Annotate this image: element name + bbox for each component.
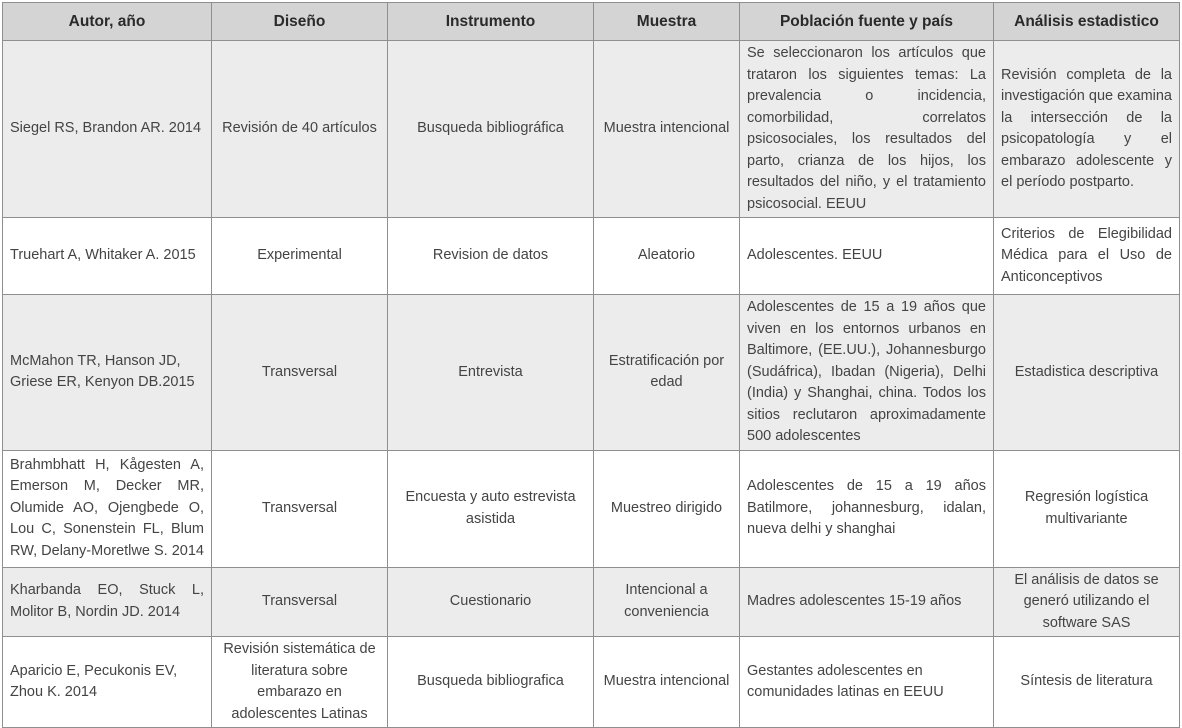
- table-row: [3, 450, 1180, 567]
- cell-design: Transversal: [212, 567, 388, 637]
- cell-design: Transversal: [212, 450, 388, 567]
- table-row: [3, 295, 1180, 451]
- header-row: [3, 3, 1180, 41]
- table-row: [3, 41, 1180, 218]
- cell-population: Gestantes adolescentes en comunidades latinas en EEUU: [740, 637, 994, 728]
- cell-design: Revisión de 40 artículos: [212, 41, 388, 218]
- header-author: Autor, año: [3, 3, 212, 41]
- header-design: Diseño: [212, 3, 388, 41]
- cell-analysis: Regresión logística multivariante: [994, 450, 1180, 567]
- cell-analysis: Síntesis de literatura: [994, 637, 1180, 728]
- cell-sample: Estratificación por edad: [594, 295, 740, 451]
- cell-population: Adolescentes de 15 a 19 años que viven en los entornos urbanos en Baltimore, (EE.UU.), Johannesburgo (Sudáfrica), Ibadan (Nigeria), Delhi (India) y Shanghai, china. Todos los sitios reclutaron aproximadamente 500 adolescentes: [740, 295, 994, 451]
- cell-analysis: El análisis de datos se generó utilizando el software SAS: [994, 567, 1180, 637]
- cell-sample: Muestreo dirigido: [594, 450, 740, 567]
- cell-sample: Muestra intencional: [594, 637, 740, 728]
- cell-sample: Muestra intencional: [594, 41, 740, 218]
- cell-analysis: Criterios de Elegibilidad Médica para el Uso de Anticonceptivos: [994, 218, 1180, 295]
- cell-population: Adolescentes de 15 a 19 años Batilmore, johannesburg, idalan, nueva delhi y shanghai: [740, 450, 994, 567]
- cell-author: Truehart A, Whitaker A. 2015: [3, 218, 212, 295]
- cell-sample: Intencional a conveniencia: [594, 567, 740, 637]
- cell-author: Siegel RS, Brandon AR. 2014: [3, 41, 212, 218]
- header-population: Población fuente y país: [740, 3, 994, 41]
- cell-analysis: Estadistica descriptiva: [994, 295, 1180, 451]
- cell-population: Madres adolescentes 15-19 años: [740, 567, 994, 637]
- cell-population: Se seleccionaron los artículos que trataron los siguientes temas: La prevalencia o incidencia, comorbilidad, correlatos psicosociales, los resultados del parto, crianza de los hijos, los resultados del niño, y el tratamiento psicosocial. EEUU: [740, 41, 994, 218]
- cell-instrument: Entrevista: [388, 295, 594, 451]
- table-row: [3, 567, 1180, 637]
- table-row: [3, 218, 1180, 295]
- cell-instrument: Busqueda bibliográfica: [388, 41, 594, 218]
- cell-design: Experimental: [212, 218, 388, 295]
- header-analysis: Análisis estadistico: [994, 3, 1180, 41]
- cell-design: Transversal: [212, 295, 388, 451]
- cell-author: Brahmbhatt H, Kågesten A, Emerson M, Decker MR, Olumide AO, Ojengbede O, Lou C, Sonenstein FL, Blum RW, Delany-Moretlwe S. 2014: [3, 450, 212, 567]
- header-sample: Muestra: [594, 3, 740, 41]
- header-instrument: Instrumento: [388, 3, 594, 41]
- cell-analysis: Revisión completa de la investigación que examina la intersección de la psicopatología y el embarazo adolescente y el período postparto.: [994, 41, 1180, 218]
- cell-instrument: Busqueda bibliografica: [388, 637, 594, 728]
- cell-instrument: Encuesta y auto estrevista asistida: [388, 450, 594, 567]
- cell-author: McMahon TR, Hanson JD, Griese ER, Kenyon DB.2015: [3, 295, 212, 451]
- studies-table: [2, 2, 1180, 728]
- cell-instrument: Revision de datos: [388, 218, 594, 295]
- cell-design: Revisión sistemática de literatura sobre embarazo en adolescentes Latinas: [212, 637, 388, 728]
- cell-sample: Aleatorio: [594, 218, 740, 295]
- cell-population: Adolescentes. EEUU: [740, 218, 994, 295]
- cell-author: Kharbanda EO, Stuck L, Molitor B, Nordin JD. 2014: [3, 567, 212, 637]
- cell-instrument: Cuestionario: [388, 567, 594, 637]
- cell-author: Aparicio E, Pecukonis EV, Zhou K. 2014: [3, 637, 212, 728]
- table-row: [3, 637, 1180, 728]
